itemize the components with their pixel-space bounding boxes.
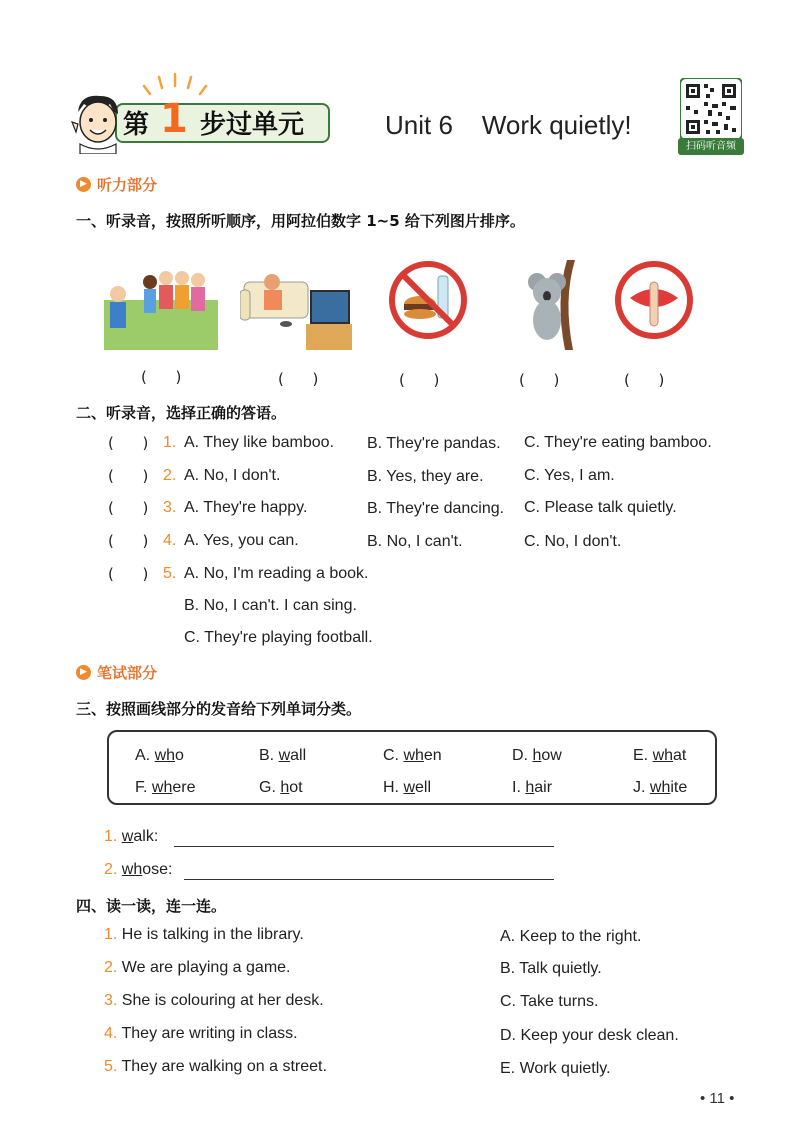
match-left-item[interactable]: 3. She is colouring at her desk. <box>104 992 324 1009</box>
word-option: D. how <box>512 747 562 764</box>
writing-section-header <box>76 662 157 683</box>
sun-rays-icon <box>140 72 210 98</box>
watching-tv-picture <box>240 260 352 350</box>
listening-section-header <box>76 174 157 195</box>
q1-blank-2[interactable]: ( ) <box>278 370 319 388</box>
q3-answer-label-walk: 1. walk: <box>104 828 159 845</box>
boy-mascot-icon <box>70 92 126 154</box>
listening-section-label: 听力部分 <box>97 176 158 194</box>
match-right-item[interactable]: B. Talk quietly. <box>500 960 602 977</box>
q3-answer-line-2[interactable] <box>184 879 554 880</box>
q3-heading: 三、按照画线部分的发音给下列单词分类。 <box>76 700 362 718</box>
word-option: C. when <box>383 747 442 764</box>
q4-heading: 四、读一读，连一连。 <box>76 897 227 915</box>
play-arrow-icon: ▶ <box>76 177 91 192</box>
q2-option-a: A. No, I don't. <box>184 467 281 484</box>
q2-option-b: B. No, I can't. I can sing. <box>184 597 357 614</box>
play-arrow-icon: ▶ <box>76 665 91 680</box>
q2-item-number: 2. <box>163 467 177 484</box>
word-option: G. hot <box>259 779 303 796</box>
q2-item-number: 1. <box>163 434 177 451</box>
children-playing-picture <box>104 260 218 350</box>
q1-blank-5[interactable]: ( ) <box>624 371 665 389</box>
q2-item-number: 5. <box>163 565 177 582</box>
q2-heading: 二、听录音，选择正确的答语。 <box>76 404 287 422</box>
q1-heading: 一、听录音，按照所听顺序，用阿拉伯数字 1~5 给下列图片排序。 <box>76 212 525 230</box>
q2-bracket[interactable]: ( ) <box>108 467 149 485</box>
q2-option-a: A. Yes, you can. <box>184 532 299 549</box>
q1-blank-4[interactable]: ( ) <box>519 371 560 389</box>
quiet-please-sign-picture <box>614 260 694 350</box>
match-left-item[interactable]: 2. We are playing a game. <box>104 959 291 976</box>
match-right-item[interactable]: C. Take turns. <box>500 993 599 1010</box>
q2-option-b: B. No, I can't. <box>367 533 463 550</box>
match-right-item[interactable]: D. Keep your desk clean. <box>500 1027 679 1044</box>
koala-picture <box>515 260 579 350</box>
word-option: E. what <box>633 747 687 764</box>
word-option: F. where <box>135 779 196 796</box>
match-right-item[interactable]: A. Keep to the right. <box>500 928 642 945</box>
q1-blank-1[interactable]: ( ) <box>141 368 182 386</box>
q2-option-c: C. They're eating bamboo. <box>524 434 712 451</box>
word-option: I. hair <box>512 779 553 796</box>
banner-step-prefix: 第 <box>123 110 150 140</box>
match-right-item[interactable]: E. Work quietly. <box>500 1060 611 1077</box>
match-left-item[interactable]: 5. They are walking on a street. <box>104 1058 327 1075</box>
match-left-item[interactable]: 1. He is talking in the library. <box>104 926 304 943</box>
q2-bracket[interactable]: ( ) <box>108 532 149 550</box>
q1-blank-3[interactable]: ( ) <box>399 371 440 389</box>
q2-option-b: B. Yes, they are. <box>367 468 484 485</box>
qr-caption: 扫码听音频 <box>678 138 744 155</box>
q2-bracket[interactable]: ( ) <box>108 565 149 583</box>
page-number: • 11 • <box>700 1090 735 1107</box>
q3-answer-label-whose: 2. whose: <box>104 861 173 878</box>
q2-option-a: A. They're happy. <box>184 499 308 516</box>
unit-title: Unit 6 Work quietly! <box>385 110 632 140</box>
writing-section-label: 笔试部分 <box>97 664 158 682</box>
q2-option-a: A. No, I'm reading a book. <box>184 565 369 582</box>
q2-bracket[interactable]: ( ) <box>108 499 149 517</box>
q2-option-c: C. Yes, I am. <box>524 467 615 484</box>
q2-option-b: B. They're dancing. <box>367 500 505 517</box>
q2-option-a: A. They like bamboo. <box>184 434 335 451</box>
q2-item-number: 3. <box>163 499 177 516</box>
match-left-item[interactable]: 4. They are writing in class. <box>104 1025 298 1042</box>
q2-bracket[interactable]: ( ) <box>108 434 149 452</box>
word-option: J. white <box>633 779 688 796</box>
q2-option-c: C. No, I don't. <box>524 533 622 550</box>
word-option: A. who <box>135 747 184 764</box>
no-food-sign-picture <box>388 260 468 350</box>
q2-option-b: B. They're pandas. <box>367 435 501 452</box>
banner-step-text: 步过单元 <box>200 110 305 140</box>
q2-option-c: C. Please talk quietly. <box>524 499 677 516</box>
q3-answer-line-1[interactable] <box>174 846 554 847</box>
q2-option-c: C. They're playing football. <box>184 629 373 646</box>
q2-item-number: 4. <box>163 532 177 549</box>
banner-step-number: 1 <box>160 96 188 142</box>
word-option: B. wall <box>259 747 307 764</box>
qr-code-icon[interactable] <box>680 78 742 140</box>
word-option: H. well <box>383 779 432 796</box>
